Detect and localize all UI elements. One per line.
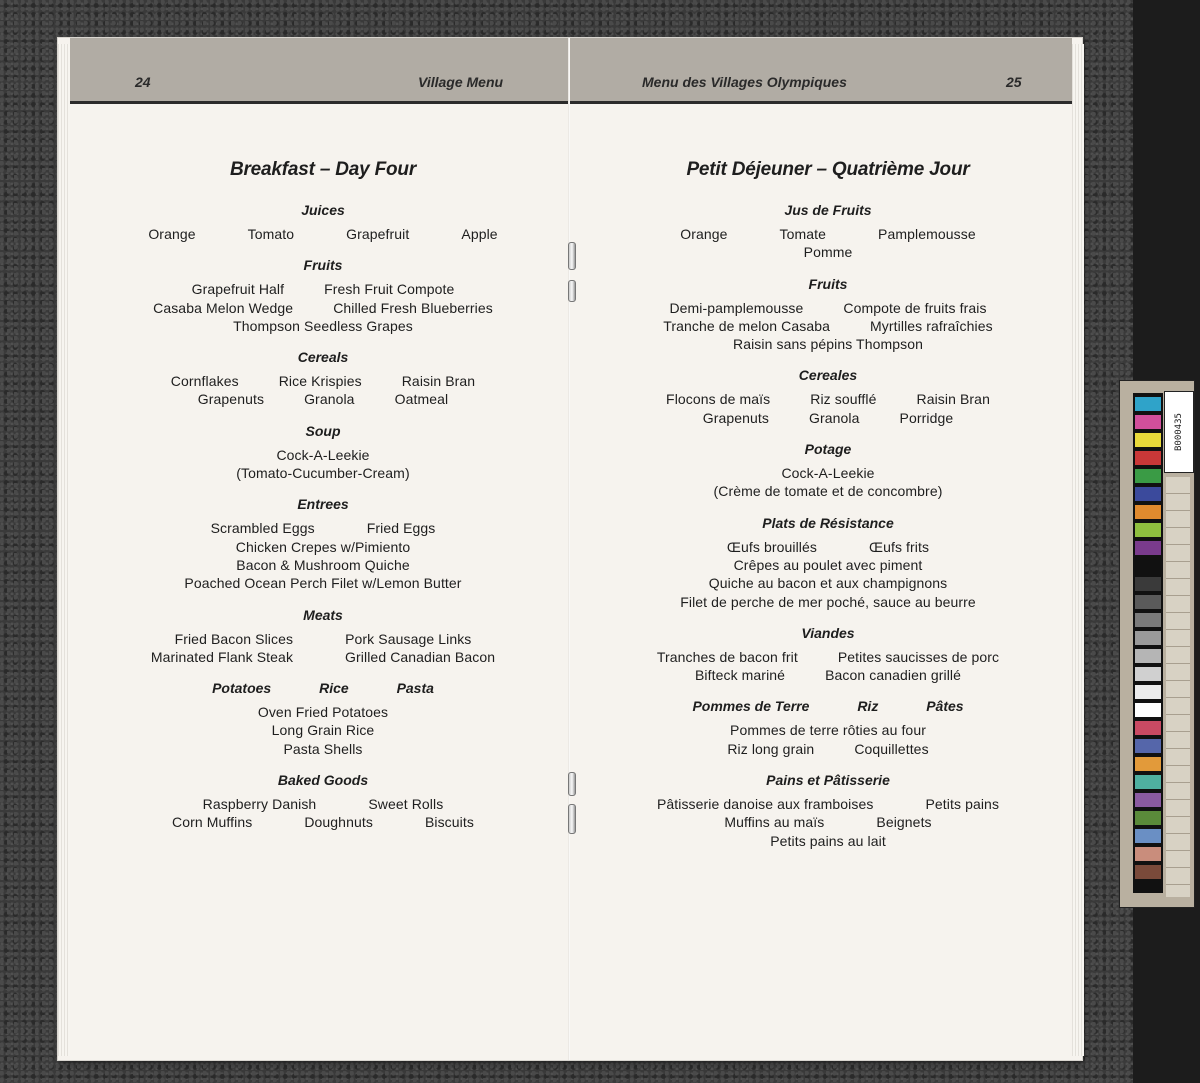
section-heading: Fruits [808, 275, 848, 292]
section-heading: Entrees [297, 496, 349, 513]
section-heading: Juices [301, 202, 345, 218]
menu-item: Œufs frits [868, 538, 930, 555]
menu-item: Bacon & Mushroom Quiche [236, 556, 410, 573]
menu-item: Pamplemousse [878, 226, 976, 242]
menu-item: Coquillettes [854, 740, 929, 757]
section-heading: Potage [804, 441, 852, 458]
staple-icon [568, 242, 576, 270]
section-heading: Plats de Résistance [762, 514, 894, 531]
color-swatch [1135, 469, 1161, 483]
entrees-section [78, 495, 568, 592]
menu-item: Poached Ocean Perch Filet w/Lemon Butter [184, 575, 462, 592]
color-swatch [1135, 397, 1161, 411]
menu-item: Doughnuts [304, 814, 373, 831]
menu-item: Orange [680, 226, 728, 242]
header-band [70, 38, 1072, 104]
left-page-edges [58, 44, 70, 1056]
color-swatch [1135, 523, 1161, 537]
menu-item: Riz soufflé [810, 391, 877, 408]
menu-item: Casaba Melon Wedge [153, 299, 294, 316]
menu-item: Long Grain Rice [271, 722, 375, 739]
color-swatch [1135, 505, 1161, 519]
color-swatch [1135, 739, 1161, 753]
section-heading: Soup [305, 422, 341, 439]
color-swatch [1135, 631, 1161, 645]
section-heading: Cereals [297, 349, 349, 366]
cereales-section [580, 366, 1076, 427]
right-page-edges [1072, 44, 1084, 1056]
meats-section [78, 606, 568, 667]
menu-item: Pomme [803, 244, 853, 261]
menu-item: Rice Krispies [278, 373, 362, 390]
checker-label: B000435 [1164, 391, 1194, 473]
right-page-number: 25 [1006, 74, 1022, 90]
color-swatch [1135, 721, 1161, 735]
left-running-title: Village Menu [418, 74, 504, 90]
menu-item: Sweet Rolls [368, 796, 444, 813]
section-heading: Baked Goods [277, 772, 369, 789]
color-checker-strip [1119, 380, 1195, 908]
menu-item: (Tomato-Cucumber-Cream) [236, 465, 410, 482]
menu-item: (Crème de tomate et de concombre) [713, 483, 943, 500]
french-menu-page [580, 158, 1076, 863]
color-swatch [1135, 451, 1161, 465]
menu-item: Oven Fried Potatoes [257, 704, 389, 721]
section-heading: Pommes de Terre [692, 698, 810, 715]
menu-item: Petits pains [925, 796, 1000, 813]
color-swatch [1135, 811, 1161, 825]
color-swatch [1135, 487, 1161, 501]
english-menu-page [78, 158, 568, 845]
menu-item: Apple [461, 226, 498, 242]
menu-item: Orange [148, 226, 196, 242]
menu-item: Tranche de melon Casaba [663, 317, 831, 334]
color-swatch [1135, 703, 1161, 717]
checker-scale [1166, 477, 1190, 897]
menu-item: Grapefruit [346, 226, 410, 242]
menu-item: Cornflakes [170, 373, 239, 390]
menu-item: Fresh Fruit Compote [324, 281, 455, 298]
pains-section [580, 771, 1076, 850]
jus-section [580, 201, 1076, 262]
menu-item: Tomato [247, 226, 295, 242]
menu-item: Cock-A-Leekie [781, 465, 875, 482]
menu-item: Beignets [876, 814, 932, 831]
menu-item: Granola [809, 409, 860, 426]
section-heading: Jus de Fruits [784, 202, 872, 218]
menu-item: Œufs brouillés [726, 538, 817, 555]
color-swatch [1135, 577, 1161, 591]
menu-item: Fried Bacon Slices [174, 630, 294, 647]
color-swatch [1135, 559, 1161, 573]
menu-item: Raspberry Danish [202, 796, 317, 813]
menu-item: Raisin Bran [916, 391, 990, 408]
menu-item: Myrtilles rafraîchies [870, 317, 993, 334]
menu-item: Grapenuts [197, 391, 265, 408]
potatoes-rice-pasta-section [78, 679, 568, 758]
right-running-title: Menu des Villages Olympiques [642, 74, 847, 90]
menu-item: Grilled Canadian Bacon [345, 648, 496, 665]
menu-item: Raisin Bran [401, 373, 476, 390]
section-heading: Cereales [798, 367, 858, 384]
juices-section [78, 201, 568, 243]
section-heading: Fruits [303, 257, 343, 274]
menu-item: Quiche au bacon et aux champignons [708, 575, 948, 592]
page-title: Breakfast – Day Four [229, 159, 417, 180]
color-swatch [1135, 415, 1161, 429]
section-heading: Pasta [396, 680, 434, 697]
menu-item: Biscuits [424, 814, 474, 831]
color-swatch [1135, 649, 1161, 663]
menu-item: Raisin sans pépins Thompson [733, 336, 923, 353]
plats-section [580, 514, 1076, 611]
section-heading: Riz [857, 698, 879, 715]
page-title: Petit Déjeuner – Quatrième Jour [686, 159, 970, 180]
color-swatch [1135, 613, 1161, 627]
menu-item: Chilled Fresh Blueberries [333, 299, 493, 316]
menu-item: Crêpes au poulet avec piment [733, 556, 923, 573]
baked-goods-section [78, 771, 568, 832]
potage-section [580, 440, 1076, 501]
menu-item: Bacon canadien grillé [825, 667, 962, 684]
gutter [568, 38, 570, 1060]
menu-item: Chicken Crepes w/Pimiento [235, 538, 411, 555]
menu-item: Scrambled Eggs [210, 520, 315, 537]
section-heading: Potatoes [212, 680, 272, 697]
menu-item: Petites saucisses de porc [837, 648, 1000, 665]
color-swatch [1135, 541, 1161, 555]
color-swatch [1135, 685, 1161, 699]
menu-item: Grapefruit Half [191, 281, 285, 298]
soup-section [78, 422, 568, 483]
menu-item: Corn Muffins [172, 814, 253, 831]
staple-icon [568, 772, 576, 796]
color-swatch [1135, 865, 1161, 879]
color-swatch [1135, 793, 1161, 807]
menu-item: Marinated Flank Steak [150, 648, 294, 665]
menu-item: Riz long grain [727, 740, 815, 757]
fruits-section [78, 256, 568, 335]
cereals-section [78, 348, 568, 409]
section-heading: Pâtes [926, 698, 964, 715]
viandes-section [580, 624, 1076, 685]
menu-item: Petits pains au lait [770, 832, 886, 849]
color-swatch [1135, 667, 1161, 681]
section-heading: Rice [319, 680, 349, 697]
menu-item: Pâtisserie danoise aux framboises [656, 796, 874, 813]
section-heading: Meats [303, 606, 343, 623]
menu-item: Fried Eggs [366, 520, 436, 537]
menu-item: Thompson Seedless Grapes [233, 317, 413, 334]
color-swatch [1135, 595, 1161, 609]
left-page-number: 24 [135, 74, 151, 90]
color-swatch [1135, 829, 1161, 843]
swatch-column [1133, 393, 1163, 893]
menu-item: Demi-pamplemousse [669, 299, 804, 316]
section-heading: Viandes [801, 624, 855, 641]
menu-item: Tomate [779, 226, 827, 242]
menu-item: Bifteck mariné [694, 667, 786, 684]
menu-item: Tranches de bacon frit [656, 648, 798, 665]
menu-item: Pork Sausage Links [345, 630, 472, 647]
menu-item: Pasta Shells [283, 740, 363, 757]
menu-item: Oatmeal [394, 391, 449, 408]
menu-item: Granola [304, 391, 355, 408]
menu-item: Cock-A-Leekie [276, 446, 370, 463]
menu-item: Filet de perche de mer poché, sauce au beurre [680, 593, 976, 610]
menu-item: Muffins au maïs [724, 814, 825, 831]
color-swatch [1135, 847, 1161, 861]
menu-item: Compote de fruits frais [843, 299, 987, 316]
menu-item: Porridge [899, 409, 954, 426]
section-heading: Pains et Pâtisserie [766, 772, 890, 789]
color-swatch [1135, 775, 1161, 789]
pommes-riz-pates-section [580, 697, 1076, 758]
fruits-section [580, 275, 1076, 354]
color-swatch [1135, 757, 1161, 771]
menu-item: Grapenuts [702, 409, 770, 426]
staple-icon [568, 804, 576, 834]
staple-icon [568, 280, 576, 302]
color-swatch [1135, 433, 1161, 447]
menu-item: Pommes de terre rôties au four [730, 722, 926, 739]
menu-item: Flocons de maïs [666, 391, 771, 408]
